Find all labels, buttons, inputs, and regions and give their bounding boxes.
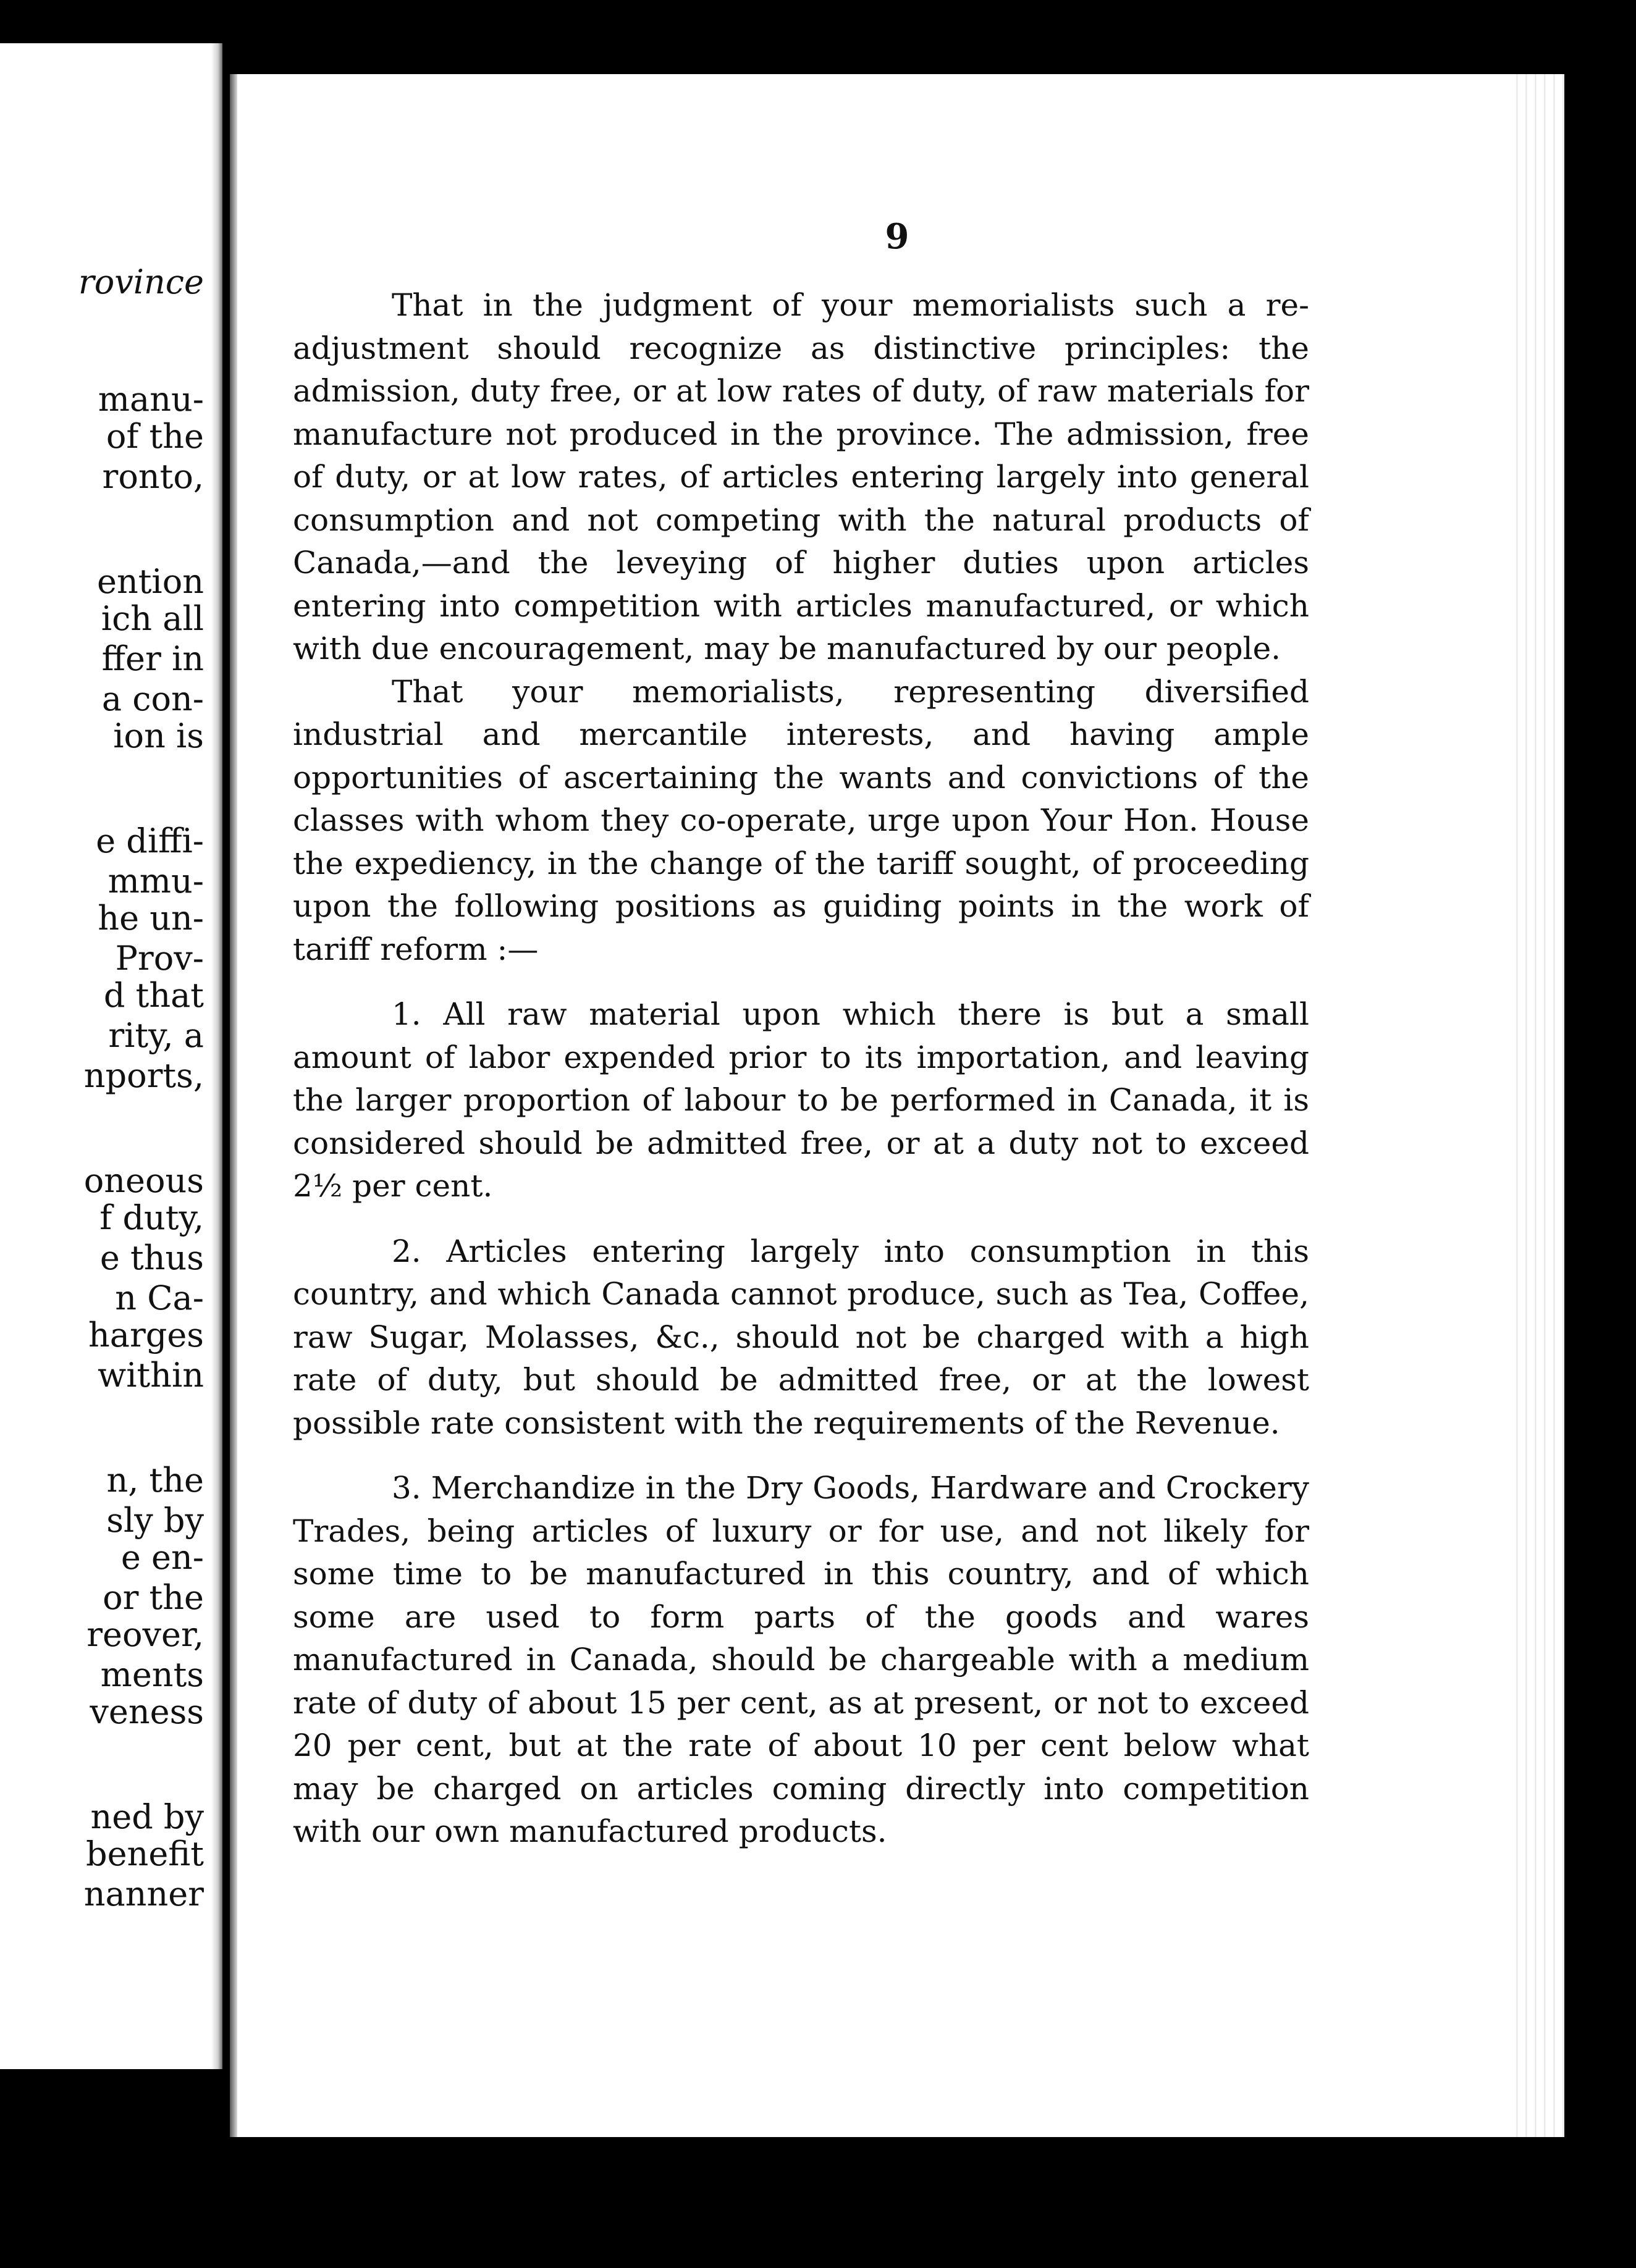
paragraph-intro-2: That your memorialists, representing diversified industrial and mercantile interests, and having ample opportunities of ascertaining the wants and convictions of the classes with whom they co-operate, urge upon Your Hon. House the expediency, in the change of the tariff sought, of proceeding upon the following positions as guiding points in the work of tariff reform :— [293, 673, 1309, 967]
left-page-line-fragment: e diffi- [96, 821, 204, 860]
left-page-line-fragment: ffer in [101, 639, 204, 678]
left-page-line-fragment: n, the [106, 1461, 204, 1500]
paragraph-intro-1: That in the judgment of your memorialists such a re-adjustment should recognize as distinctive principles: the admission, duty free, or at low rates of duty, of raw materials for manufacture not produced in the province. The admission, free of duty, or at low rates, of articles entering largely into general consumption and not competing with the natural products of Canada,—and the leveying of higher duties upon articles entering into competition with articles manufactured, or which with due encouragement, may be manufactured by our people. [293, 287, 1309, 666]
left-page-line-fragment: a con- [101, 679, 204, 718]
left-page-line-fragment: ich all [101, 599, 204, 638]
left-page-line-fragment: ned by [90, 1797, 204, 1836]
left-page-line-fragment: benefit [86, 1834, 204, 1873]
left-page-line-fragment: within [97, 1356, 204, 1395]
page-number: 9 [885, 216, 909, 257]
left-page-line-fragment: ion is [113, 716, 204, 755]
left-page-line-fragment: f duty, [99, 1198, 204, 1237]
left-page-line-fragment: he un- [98, 899, 204, 938]
left-page-line-fragment: rovince [78, 262, 204, 301]
left-page-line-fragment: nports, [83, 1056, 204, 1095]
paragraph-item-3: 3. Merchandize in the Dry Goods, Hardware and Crockery Trades, being articles of luxury or for use, and not likely for some time to be manufactured in this country, and of which some are used to form parts of the goods and wares manufactured in Canada, should be chargeable with a medium rate of duty of about 15 per cent, as at present, or not to exceed 20 per cent, but at the rate of about 10 per cent below what may be charged on articles coming directly into competition with our own manufactured products. [293, 1470, 1309, 1849]
left-page-gutter [211, 43, 222, 2069]
left-page-line-fragment: harges [88, 1316, 204, 1354]
left-page-line-fragment: e en- [120, 1538, 204, 1577]
left-page-line-fragment: manu- [98, 380, 204, 419]
left-page-text-fragments [0, 43, 222, 2069]
left-page-line-fragment: veness [90, 1692, 204, 1731]
left-page [0, 43, 222, 2069]
left-page-line-fragment: of the [106, 417, 204, 456]
left-page-line-fragment: ention [97, 562, 204, 601]
book-spine-shadow [230, 74, 237, 2137]
right-page [230, 74, 1564, 2137]
page-body [293, 284, 1309, 1854]
left-page-line-fragment: Prov- [115, 939, 204, 978]
left-page-line-fragment: ronto, [102, 457, 204, 496]
page-edges [1509, 74, 1564, 2137]
left-page-line-fragment: sly by [106, 1501, 204, 1540]
left-page-line-fragment: mmu- [108, 862, 204, 901]
left-page-line-fragment: or the [103, 1578, 204, 1617]
paragraph-item-2: 2. Articles entering largely into consumption in this country, and which Canada cannot produce, such as Tea, Coffee, raw Sugar, Molasses, &c., should not be charged with a high rate of duty, but should be admitted free, or at the lowest possible rate consistent with the requirements of the Revenue. [293, 1233, 1309, 1441]
left-page-line-fragment: rity, a [108, 1016, 204, 1055]
left-page-line-fragment: d that [103, 976, 204, 1015]
left-page-line-fragment: e thus [99, 1238, 204, 1277]
left-page-line-fragment: reover, [86, 1615, 204, 1654]
left-page-line-fragment: nanner [83, 1875, 204, 1913]
paragraph-item-1: 1. All raw material upon which there is but a small amount of labor expended prior to its importation, and leaving the larger proportion of labour to be performed in Canada, it is considered should be admitted free, or at a duty not to exceed 2½ per cent. [293, 996, 1309, 1204]
left-page-line-fragment: n Ca- [115, 1279, 204, 1317]
left-page-line-fragment: ments [100, 1655, 204, 1694]
left-page-line-fragment: oneous [83, 1161, 204, 1200]
